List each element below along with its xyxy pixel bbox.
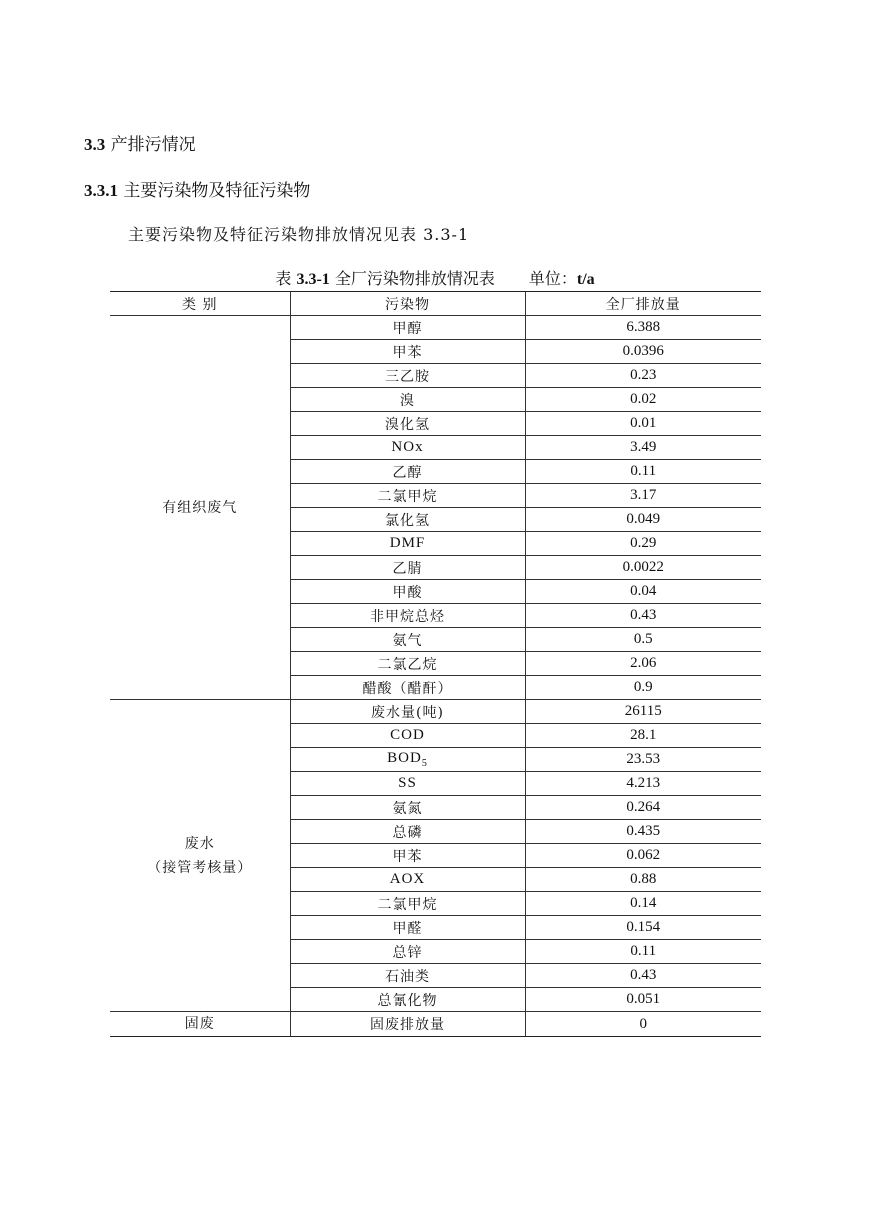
- emissions-table-body: [110, 292, 761, 1037]
- emission-value-cell: 26115: [525, 700, 761, 724]
- pollutant-name: BOD: [387, 750, 422, 767]
- table-row: [110, 700, 761, 724]
- pollutant-cell: [290, 844, 525, 868]
- intro-paragraph: 主要污染物及特征污染物排放情况见表 3.3-1: [128, 225, 470, 244]
- subsection-title: 主要污染物及特征污染物: [123, 181, 311, 201]
- header-pollutant: 污染物: [290, 292, 525, 316]
- pollutant-name: 二氯乙烷: [377, 656, 438, 673]
- emission-value-cell: 2.06: [525, 652, 761, 676]
- pollutant-name: 二氯甲烷: [377, 896, 438, 913]
- pollutant-cell: [290, 988, 525, 1012]
- pollutant-name: SS: [398, 775, 417, 791]
- emission-value-cell: 0.264: [525, 796, 761, 820]
- emission-value-cell: 0.0022: [525, 556, 761, 580]
- pollutant-name: 总磷: [392, 824, 423, 841]
- pollutant-name: 溴: [400, 392, 415, 409]
- emission-value-cell: 0.11: [525, 460, 761, 484]
- emission-value-cell: 3.49: [525, 436, 761, 460]
- subsection-number: 3.3.1: [84, 181, 118, 200]
- table-header-row: [110, 292, 761, 316]
- pollutant-name: COD: [390, 727, 425, 743]
- table-caption: [110, 266, 760, 289]
- pollutant-cell: [290, 916, 525, 940]
- pollutant-cell: [290, 940, 525, 964]
- emission-value-cell: 0.051: [525, 988, 761, 1012]
- pollutant-name: DMF: [389, 535, 426, 551]
- emission-value-cell: 0.11: [525, 940, 761, 964]
- caption-number: 3.3-1: [296, 271, 330, 288]
- pollutant-name: 乙腈: [392, 560, 423, 577]
- emission-value-cell: 0.9: [525, 676, 761, 700]
- section-title: 产排污情况: [110, 135, 196, 155]
- emission-value-cell: 0.23: [525, 364, 761, 388]
- pollutant-name: 总锌: [392, 944, 423, 961]
- emission-value-cell: 4.213: [525, 772, 761, 796]
- emission-value-cell: 28.1: [525, 724, 761, 748]
- header-category: 类 别: [110, 292, 290, 316]
- pollutant-name: 氨气: [392, 632, 423, 649]
- emission-value-cell: 0.01: [525, 412, 761, 436]
- pollutant-name: 二氯甲烷: [377, 488, 438, 505]
- pollutant-cell: [290, 484, 525, 508]
- pollutant-cell: [290, 964, 525, 988]
- pollutant-cell: [290, 748, 525, 772]
- pollutant-name: 总氰化物: [377, 992, 438, 1009]
- pollutant-name: AOX: [389, 871, 426, 887]
- pollutant-cell: [290, 460, 525, 484]
- pollutant-cell: [290, 364, 525, 388]
- emission-value-cell: 0.43: [525, 964, 761, 988]
- pollutant-name: 三乙胺: [385, 368, 430, 385]
- pollutant-cell: [290, 892, 525, 916]
- pollutant-name: 氨氮: [392, 800, 423, 817]
- emission-value-cell: 0.0396: [525, 340, 761, 364]
- category-label: 有组织废气: [162, 499, 238, 516]
- pollutant-name: NOx: [391, 439, 424, 455]
- unit-label: 单位：: [528, 269, 577, 288]
- pollutant-cell: [290, 772, 525, 796]
- pollutant-name: 废水量(吨): [371, 704, 444, 721]
- pollutant-cell: [290, 580, 525, 604]
- category-label: 固废: [184, 1016, 215, 1032]
- emission-value-cell: 0: [525, 1012, 761, 1037]
- pollutant-name: 氯化氢: [385, 512, 430, 529]
- emission-value-cell: 23.53: [525, 748, 761, 772]
- emission-value-cell: 6.388: [525, 316, 761, 340]
- pollutant-cell: [290, 604, 525, 628]
- category-cell: [110, 1012, 290, 1037]
- header-emission: 全厂排放量: [525, 292, 761, 316]
- section-heading: [84, 130, 196, 155]
- emission-value-cell: 0.88: [525, 868, 761, 892]
- emission-value-cell: 0.04: [525, 580, 761, 604]
- pollutant-cell: [290, 532, 525, 556]
- table-row: [110, 1012, 761, 1037]
- emission-value-cell: 0.435: [525, 820, 761, 844]
- pollutant-cell: [290, 436, 525, 460]
- pollutant-cell: [290, 868, 525, 892]
- pollutant-cell: [290, 1012, 525, 1037]
- emission-value-cell: 0.062: [525, 844, 761, 868]
- pollutant-name: 非甲烷总烃: [370, 608, 445, 625]
- pollutant-name: 乙醇: [392, 464, 423, 481]
- pollutant-cell: [290, 652, 525, 676]
- unit-value: t/a: [576, 271, 595, 288]
- pollutant-cell: [290, 676, 525, 700]
- pollutant-subscript: 5: [421, 757, 428, 769]
- section-number: 3.3: [84, 135, 106, 154]
- pollutant-name: 甲醛: [392, 920, 423, 937]
- caption-prefix: 表: [275, 269, 292, 288]
- emission-value-cell: 0.29: [525, 532, 761, 556]
- emission-value-cell: 0.5: [525, 628, 761, 652]
- pollutant-cell: [290, 724, 525, 748]
- pollutant-name: 甲醇: [392, 320, 423, 337]
- emissions-table: [110, 291, 761, 1037]
- pollutant-name: 醋酸（醋酐）: [362, 680, 453, 697]
- emission-value-cell: 0.14: [525, 892, 761, 916]
- category-cell: [110, 700, 290, 1012]
- category-sublabel: （接管考核量）: [147, 859, 253, 876]
- pollutant-name: 甲苯: [392, 848, 423, 865]
- table-row: [110, 316, 761, 340]
- pollutant-name: 甲酸: [392, 584, 423, 601]
- pollutant-name: 溴化氢: [385, 416, 430, 433]
- emission-value-cell: 0.049: [525, 508, 761, 532]
- emission-value-cell: 0.02: [525, 388, 761, 412]
- pollutant-cell: [290, 388, 525, 412]
- emission-value-cell: 0.43: [525, 604, 761, 628]
- pollutant-name: 石油类: [385, 968, 430, 985]
- emission-value-cell: 0.154: [525, 916, 761, 940]
- pollutant-cell: [290, 820, 525, 844]
- emission-value-cell: 3.17: [525, 484, 761, 508]
- pollutant-cell: [290, 412, 525, 436]
- category-cell: [110, 316, 290, 700]
- pollutant-cell: [290, 628, 525, 652]
- pollutant-cell: [290, 556, 525, 580]
- pollutant-cell: [290, 700, 525, 724]
- caption-title: 全厂污染物排放情况表: [334, 269, 495, 288]
- pollutant-name: 固废排放量: [370, 1017, 445, 1033]
- category-label: 废水: [184, 835, 215, 852]
- pollutant-cell: [290, 340, 525, 364]
- subsection-heading: [84, 176, 310, 201]
- pollutant-cell: [290, 316, 525, 340]
- pollutant-name: 甲苯: [392, 344, 423, 361]
- pollutant-cell: [290, 508, 525, 532]
- pollutant-cell: [290, 796, 525, 820]
